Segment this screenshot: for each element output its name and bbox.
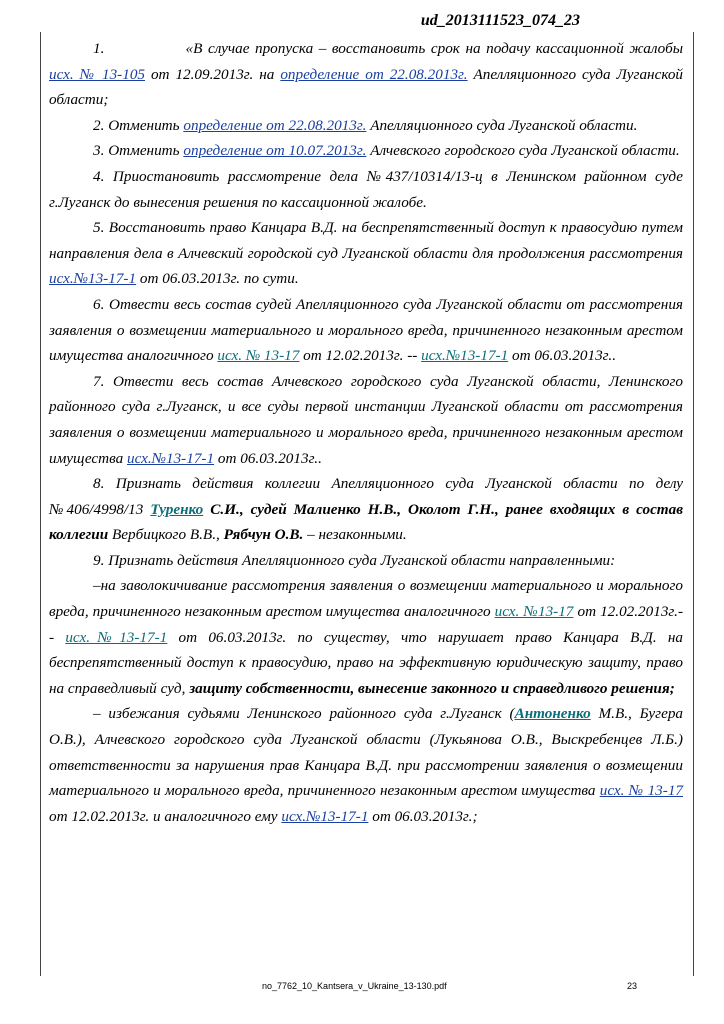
text: от 12.02.2013г.-- xyxy=(49,603,684,646)
text-bold: Рябчун О.В. xyxy=(223,526,304,544)
text: – незаконными. xyxy=(307,526,407,544)
outgoing-link[interactable]: исх.№13-17-1 xyxy=(281,807,369,825)
paragraph-4 xyxy=(49,164,683,215)
text: от 06.03.2013г.; xyxy=(372,807,478,825)
text: Апелляционного суда Луганской области. xyxy=(370,116,638,134)
text: 4. Приостановить рассмотрение дела №437/10314/13-ц в Ленинском районном суде г.Луганск до вынесения решения по кассационной жалобе. xyxy=(49,167,683,211)
paragraph-7 xyxy=(49,369,683,471)
paragraph-3 xyxy=(49,138,683,164)
text: от 06.03.2013г. по сути. xyxy=(139,270,299,288)
text-bold: С.И., судей Малиенко Н.В., Околот Г.Н., ранее входящих в состав коллегии xyxy=(49,500,684,544)
paragraph-5 xyxy=(49,215,683,292)
outgoing-link[interactable]: исх.№13-17-1 xyxy=(127,449,215,467)
outgoing-link[interactable]: исх.№13-17-1 xyxy=(65,628,168,646)
text: 9. Признать действия Апелляционного суда Луганской области направленными: xyxy=(93,551,616,569)
paragraph-1 xyxy=(49,36,683,113)
document-body xyxy=(49,36,683,829)
text: от 06.03.2013г. по существу, что нарушает право Канцара В.Д. на беспрепятственный доступ к правосудию, право на эффективную юридическую защиту, право на справедливый суд, xyxy=(49,628,684,697)
text: от 06.03.2013г.. xyxy=(217,449,322,467)
paragraph-9-dash-1 xyxy=(49,573,683,701)
item-number: 1. xyxy=(93,40,105,57)
text: 3. Отменить xyxy=(93,142,180,160)
ruling-link[interactable]: определение от 22.08.2013г. xyxy=(280,65,468,83)
ruling-link[interactable]: определение от 22.08.2013г. xyxy=(183,116,367,134)
page-number: 23 xyxy=(627,981,638,991)
outgoing-link[interactable]: исх. № 13-17 xyxy=(599,782,684,800)
text: «В случае пропуска – восстановить срок на подачу кассационной жалобы xyxy=(185,40,683,57)
text: 6. Отвести весь состав судей Апелляционного суда Луганской области от рассмотрения заявления о возмещении материального и морального вреда, причиненного незаконным арестом имущества аналогичного xyxy=(49,295,683,365)
judge-name-link[interactable]: Антоненко xyxy=(514,705,591,723)
outgoing-link[interactable]: исх. №13-17 xyxy=(494,603,574,621)
outgoing-link[interactable]: исх.№13-17-1 xyxy=(421,347,509,365)
text: 7. Отвести весь состав Алчевского городского суда Луганской области, Ленинского районного суда г.Луганск, и все суды первой инстанции Луганской области от рассмотрения заявления о возмещении материального и морального вреда, причиненного незаконным арестом имущества xyxy=(49,372,683,467)
outgoing-link[interactable]: исх.№13-17-1 xyxy=(49,270,137,288)
text-bold: защиту собственности, вынесение законного и справедливого решения; xyxy=(189,679,675,697)
ruling-link[interactable]: определение от 10.07.2013г. xyxy=(183,142,367,160)
text: –на заволокичивание рассмотрения заявления о возмещении материального и морального вреда, причиненного незаконным арестом имущества аналогичного xyxy=(49,577,683,621)
judge-name-link[interactable]: Туренко xyxy=(150,500,204,518)
text: 8. Признать действия коллегии Апелляционного суда Луганской области по делу №406/4998/13 xyxy=(49,475,683,518)
text: от 06.03.2013г.. xyxy=(511,347,617,365)
text: от 12.09.2013г. на xyxy=(150,65,275,83)
document-id: ud_2013111523_074_23 xyxy=(420,12,580,29)
text: 5. Восстановить право Канцара В.Д. на беспрепятственный доступ к правосудию путем направления дела в Алчевский городской суд Луганской области для продолжения рассмотрения xyxy=(49,219,683,262)
text: Апелляционного суда Луганской области; xyxy=(49,65,684,109)
paragraph-2 xyxy=(49,113,683,139)
text: М.В., Бугера О.В.), Алчевского городского суда Луганской области (Лукьянова О.В., Выскребенцев Л.Б.) ответственности за нарушения прав Канцара В.Д. при рассмотрении заявления о возмещении материального и морального вреда, причиненного незаконным арестом имущества xyxy=(49,705,684,800)
text: – избежания судьями Ленинского районного суда г.Луганск ( xyxy=(93,705,515,723)
text: от 12.02.2013г. -- xyxy=(303,347,418,365)
paragraph-6 xyxy=(49,292,683,369)
outgoing-link[interactable]: исх. № 13-17 xyxy=(217,347,300,365)
text: 2. Отменить xyxy=(93,116,180,134)
text: Вербицкого В.В., xyxy=(111,526,220,544)
outgoing-link[interactable]: исх. № 13-105 xyxy=(49,65,146,83)
paragraph-9-dash-2 xyxy=(49,701,683,829)
text: Алчевского городского суда Луганской области. xyxy=(370,142,680,160)
text: от 12.02.2013г. и аналогичного ему xyxy=(49,807,278,825)
paragraph-9 xyxy=(49,548,683,574)
paragraph-8 xyxy=(49,471,683,548)
footer-filename: no_7762_10_Kantsera_v_Ukraine_13-130.pdf xyxy=(262,981,447,991)
